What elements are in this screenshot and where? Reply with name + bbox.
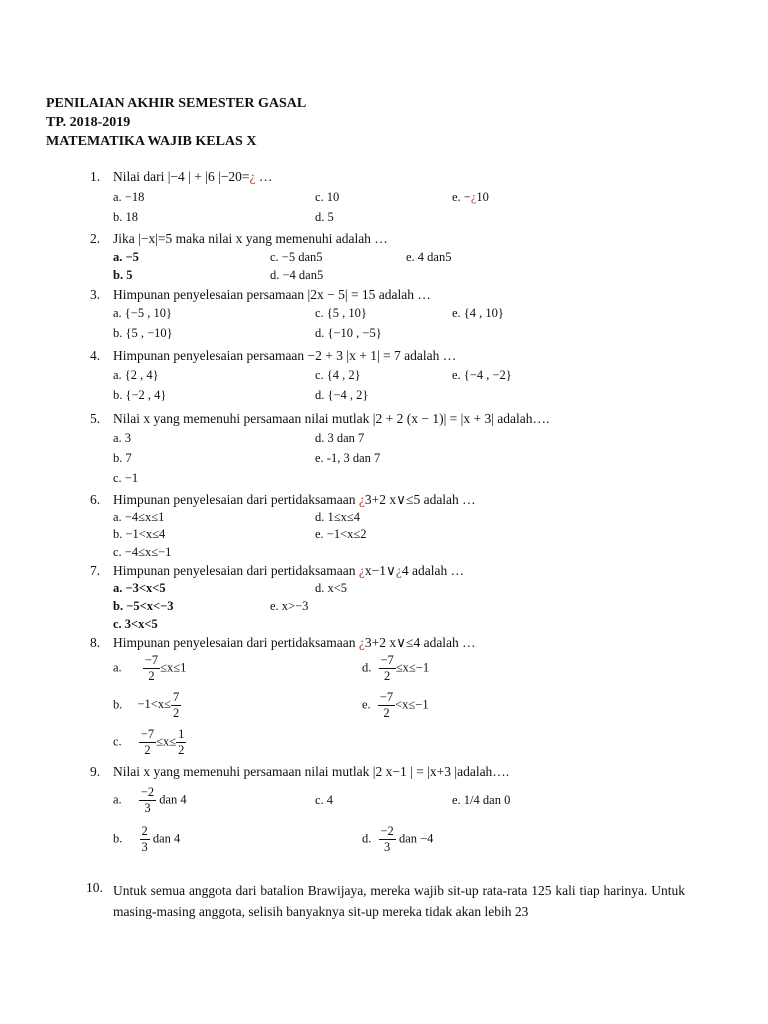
option-e: e. {4 , 10} (452, 306, 504, 320)
option-c: c. −5 dan5 (270, 250, 323, 264)
option-a: a. 3 (113, 431, 132, 445)
option-b: b. 5 (113, 268, 133, 282)
option-e: e. -1, 3 dan 7 (315, 451, 381, 465)
option-d: d. −4 dan5 (270, 268, 324, 282)
numerator: −7 (380, 653, 394, 667)
fraction (139, 727, 156, 758)
answer-rest: dan 4 (159, 792, 187, 807)
option-c: c. −1 (113, 471, 139, 485)
option-b: b. {−2 , 4} (113, 388, 167, 402)
inequality-middle: ≤x≤ (156, 734, 177, 749)
question-number: 6. (90, 492, 101, 507)
option-d (362, 653, 429, 684)
question-text: Untuk semua anggota dari batalion Brawijaya, mereka wajib sit-up rata-rata 125 kali tiap harinya. Untuk masing-masing anggota, selisih banyaknya sit-up mereka tidak akan lebih 23 (113, 883, 685, 919)
fraction (171, 690, 181, 721)
option-e: e. {−4 , −2} (452, 368, 512, 382)
question-number: 2. (90, 231, 101, 246)
fraction (143, 653, 160, 684)
option-a: a. {2 , 4} (113, 368, 159, 382)
question-number: 4. (90, 348, 101, 363)
option-b (113, 824, 180, 855)
question-number: 5. (90, 411, 101, 426)
fraction (378, 690, 395, 721)
option-a (113, 653, 186, 684)
exam-title: PENILAIAN AKHIR SEMESTER GASAL (46, 96, 307, 111)
numerator: −7 (140, 727, 155, 741)
denominator: 2 (148, 669, 155, 683)
question-number: 8. (90, 635, 101, 650)
option-a: a. −4≤x≤1 (113, 510, 165, 524)
option-letter: b. (113, 697, 123, 712)
question-number: 1. (90, 169, 101, 184)
option-c: c. −4≤x≤−1 (113, 545, 172, 559)
option-e: e. −¿10 (452, 190, 489, 204)
inequality-rest: <x≤−1 (395, 697, 429, 712)
option-c: c. 3<x<5 (113, 617, 158, 631)
option-e: e. 1/4 dan 0 (452, 793, 511, 807)
option-b: b. −1<x≤4 (113, 527, 166, 541)
option-d: d. 5 (315, 210, 334, 224)
option-e: e. 4 dan5 (406, 250, 452, 264)
denominator: 2 (383, 706, 390, 720)
option-a: a. −3<x<5 (113, 581, 166, 595)
denominator: 3 (141, 840, 148, 854)
question-text: Nilai x yang memenuhi persamaan nilai mutlak |2 x−1 | = |x+3 |adalah…. (113, 764, 510, 779)
fraction (379, 824, 396, 855)
numerator: 1 (178, 727, 185, 741)
question-text: Himpunan penyelesaian persamaan |2x − 5| = 15 adalah … (113, 287, 431, 302)
option-letter: a. (113, 660, 122, 675)
option-d: d. {−4 , 2} (315, 388, 369, 402)
option-b: b. {5 , −10} (113, 326, 173, 340)
option-e (362, 690, 429, 721)
option-b: b. 18 (113, 210, 138, 224)
option-letter: b. (113, 831, 123, 846)
option-d: d. x<5 (315, 581, 348, 595)
question-text: Nilai x yang memenuhi persamaan nilai mutlak |2 + 2 (x − 1)| = |x + 3| adalah…. (113, 411, 550, 426)
denominator: 2 (172, 706, 180, 720)
option-a: a. −5 (113, 250, 139, 264)
option-c (113, 727, 186, 758)
question-number: 9. (90, 764, 101, 779)
option-letter: d. (362, 660, 372, 675)
option-d: d. 3 dan 7 (315, 431, 365, 445)
denominator: 2 (144, 743, 151, 757)
fraction (140, 824, 150, 855)
question-text: Himpunan penyelesaian dari pertidaksamaan ¿x−1∨¿4 adalah … (113, 563, 465, 578)
numerator: 2 (141, 824, 148, 838)
option-c: c. {4 , 2} (315, 368, 361, 382)
denominator: 2 (178, 743, 185, 757)
numerator: −2 (140, 785, 155, 799)
question-text: Nilai dari |−4 | + |6 |−20=¿ … (113, 169, 273, 184)
question-number: 3. (90, 287, 101, 302)
inequality-rest: ≤x≤1 (160, 660, 187, 675)
denominator: 3 (384, 840, 391, 854)
numerator: −2 (380, 824, 394, 838)
school-year: TP. 2018-2019 (46, 115, 131, 130)
option-c: c. 10 (315, 190, 340, 204)
question-text: Himpunan penyelesaian dari pertidaksamaan ¿3+2 x∨≤4 adalah … (113, 635, 476, 650)
inequality-prefix: −1<x≤ (137, 697, 171, 712)
denominator: 2 (384, 669, 391, 683)
question-text: Himpunan penyelesaian dari pertidaksamaan ¿3+2 x∨≤5 adalah … (113, 492, 476, 507)
numerator: 7 (172, 690, 180, 704)
option-d (362, 824, 433, 855)
option-a (113, 785, 187, 816)
option-b: b. −5<x<−3 (113, 599, 174, 613)
option-letter: a. (113, 792, 122, 807)
option-b: b. 7 (113, 451, 132, 465)
option-c: c. {5 , 10} (315, 306, 367, 320)
option-d: d. 1≤x≤4 (315, 510, 360, 524)
question-text: Himpunan penyelesaian persamaan −2 + 3 |x + 1| = 7 adalah … (113, 348, 457, 363)
subject-title: MATEMATIKA WAJIB KELAS X (46, 134, 257, 149)
option-e: e. −1<x≤2 (315, 527, 367, 541)
option-letter: e. (362, 697, 371, 712)
inequality-rest: ≤x≤−1 (395, 660, 430, 675)
fraction (139, 785, 156, 816)
option-a: a. {−5 , 10} (113, 306, 172, 320)
option-d: d. {−10 , −5} (315, 326, 382, 340)
numerator: −7 (144, 653, 159, 667)
option-e: e. x>−3 (270, 599, 309, 613)
question-number: 7. (90, 563, 101, 578)
denominator: 3 (144, 801, 151, 815)
numerator: −7 (379, 690, 394, 704)
question-number: 10. (86, 880, 103, 895)
fraction (379, 653, 396, 684)
option-letter: c. (113, 734, 122, 749)
answer-rest: dan 4 (152, 831, 181, 846)
option-letter: d. (362, 831, 372, 846)
fraction (176, 727, 186, 758)
answer-rest: dan −4 (398, 831, 434, 846)
option-c: c. 4 (315, 793, 334, 807)
question-text: Jika |−x|=5 maka nilai x yang memenuhi adalah … (113, 231, 388, 246)
option-b (113, 690, 181, 721)
option-a: a. −18 (113, 190, 145, 204)
document-header (46, 94, 306, 151)
